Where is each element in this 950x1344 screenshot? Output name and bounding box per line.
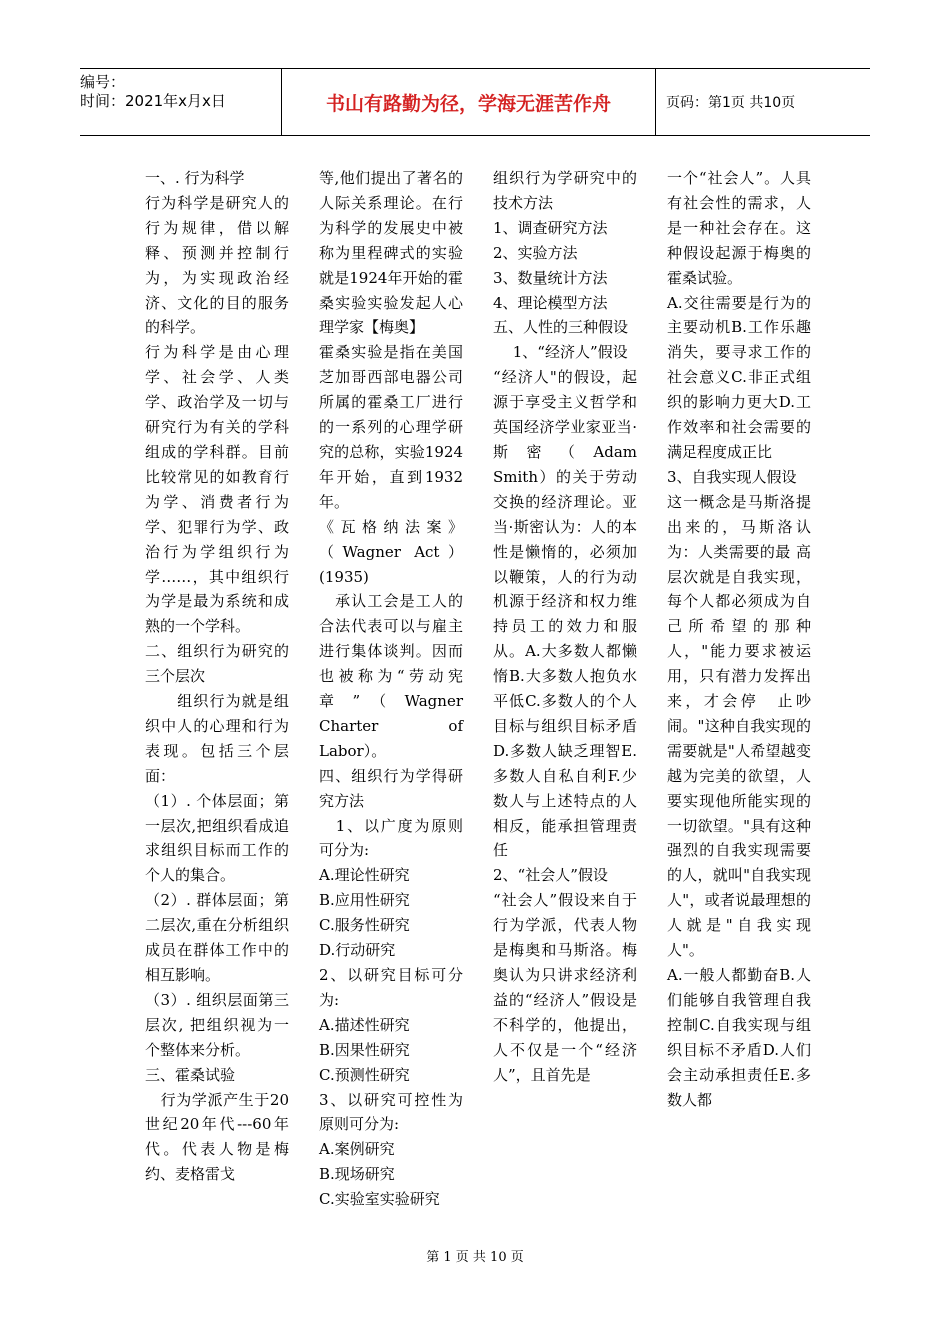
paragraph: 2、“社会人”假设 — [493, 866, 608, 885]
paragraph: A.描述性研究 — [319, 1015, 410, 1034]
paragraph: 2、以研究目标可分为: — [319, 966, 463, 1009]
paragraph: 3、以研究可控性为原则可分为: — [319, 1090, 463, 1134]
paragraph: （3）. 组织层面第三层次, 把组织视为一个整体来分析。 — [145, 990, 289, 1059]
paragraph: 1、调查研究方法 — [493, 218, 608, 237]
paragraph: 《瓦格纳法案》（Wagner Act）(1935) — [319, 517, 463, 586]
paragraph: 三、霍桑试验 — [145, 1065, 236, 1084]
paragraph: 承认工会是工人的合法代表可以与雇主进行集体谈判。因而也被称为“劳动宪章”（Wagner Charter of Labor）。 — [319, 592, 463, 760]
paragraph: 4、理论模型方法 — [493, 293, 608, 312]
document-number-label: 编号： — [80, 73, 126, 91]
text-column-1 — [145, 166, 289, 1187]
paragraph: （1）. 个体层面；第一层次,把组织看成追求组织目标而工作的个人的集合。 — [145, 791, 289, 885]
header-page-info: 页码：第1页 共10页 — [666, 95, 796, 111]
paragraph: 一、. 行为科学 — [145, 169, 245, 187]
paragraph: 行为学派产生于20世纪20年代---60年代。代表人物是梅约、麦格雷戈 — [145, 1090, 289, 1184]
page-header — [80, 68, 870, 136]
paragraph: 一个“社会人”。人具有社会性的需求，人是一种社会存在。这种假设起源于梅奥的霍桑试验。 — [667, 169, 811, 287]
paragraph: A.一般人都勤奋B.人们能够自我管理自我控制C.自我实现与组织目标不矛盾D.人们会主动承担责任E.多数人都 — [667, 966, 811, 1109]
paragraph: 行为科学是研究人的行为规律，借以解释、预测并控制行为，为实现政治经济、文化的目的服务的科学。 — [145, 193, 289, 337]
paragraph: “社会人”假设来自于行为学派，代表人物是梅奥和马斯洛。梅奥认为只讲求经济利益的“经济人”假设是不科学的，他提出，人不仅是一个“经济人”，且首先是 — [493, 891, 637, 1084]
paragraph: “经济人"的假设，起源于享受主义哲学和英国经济学业家亚当·斯密（Adam Smith）的关于劳动交换的经济理论。亚当·斯密认为：人的本性是懒惰的，必须加以鞭策，人的行为动机源于经济和权力维持员工的效力和服从。A.大多数人都懒惰B.大多数人抱负水平低C.多数人的个人目标与组织目标矛盾D.多数人缺乏理智E.多数人自私自利F.少数人与上述特点的人相反，能承担管理责任 — [493, 368, 637, 860]
paragraph: 四、组织行为学得研究方法 — [319, 766, 463, 810]
paragraph: 组织行为就是组织中人的心理和行为表现。包括三个层面： — [145, 692, 289, 785]
page-footer: 第 1 页 共 10 页 — [426, 1250, 524, 1265]
paragraph: 2、实验方法 — [493, 243, 578, 262]
paragraph: A.案例研究 — [319, 1140, 395, 1159]
paragraph: 1、“经济人”假设 — [493, 343, 628, 362]
paragraph: 这一概念是马斯洛提出来的，马斯洛认为：人类需要的最 高层次就是自我实现，每个人都必须成为自己所希望的那种人，"能力要求被运用，只有潜力发挥出来，才会停 止吵闹。"这种自我实现的需要就是"人希望越变越为完美的欲望，人要实现他所能实现的一切欲望。"具有这种强烈的自我实现需要的人，就叫"自我实现人"，或者说最理想的人就是"自我实现人"。 — [667, 492, 811, 960]
paragraph: （2）. 群体层面；第二层次,重在分析组织成员在群体工作中的相互影响。 — [145, 891, 289, 984]
header-meta — [80, 69, 282, 135]
paragraph: 3、数量统计方法 — [493, 268, 608, 287]
paragraph: 五、人性的三种假设 — [493, 318, 629, 337]
header-motto: 书山有路勤为径，学海无涯苦作舟 — [282, 69, 656, 135]
paragraph: A.交往需要是行为的主要动机B.工作乐趣消失，要寻求工作的社会意义C.非正式组织的影响力更大D.工作效率和社会需要的满足程度成正比 — [667, 293, 811, 461]
text-column-3 — [493, 166, 637, 1088]
paragraph: C.实验室实验研究 — [319, 1190, 440, 1209]
paragraph: 1、以广度为原则可分为: — [319, 816, 463, 860]
paragraph: B.因果性研究 — [319, 1040, 410, 1059]
paragraph: 霍桑实验是指在美国芝加哥西部电器公司所属的霍桑工厂进行的一系列的心理学研究的总称，实验1924年开始，直到1932年。 — [319, 343, 463, 511]
paragraph: A.理论性研究 — [319, 866, 410, 885]
paragraph: 组织行为学研究中的技术方法 — [493, 169, 637, 212]
paragraph: B.现场研究 — [319, 1165, 395, 1184]
paragraph: C.服务性研究 — [319, 916, 410, 935]
paragraph: 二、组织行为研究的三个层次 — [145, 642, 289, 686]
paragraph: 等,他们提出了著名的人际关系理论。在行为科学的发展史中被称为里程碑式的实验就是1924年开始的霍桑实验实验发起人心理学家【梅奥】 — [319, 169, 463, 337]
paragraph: 3、自我实现人假设 — [667, 467, 797, 486]
text-column-2 — [319, 166, 463, 1212]
paragraph: 行为科学是由心理学、社会学、人类学、政治学及一切与研究行为有关的学科组成的学科群。目前比较常见的如教育行为学、消费者行为学、犯罪行为学、政治行为学组织行为学……，其中组织行为学是最为系统和成熟的一个学科。 — [145, 343, 289, 636]
paragraph: C.预测性研究 — [319, 1065, 410, 1084]
text-column-4 — [667, 166, 811, 1112]
paragraph: D.行动研究 — [319, 941, 396, 960]
document-time: 时间：2021年x月x日 — [80, 92, 226, 110]
paragraph: B.应用性研究 — [319, 891, 410, 910]
